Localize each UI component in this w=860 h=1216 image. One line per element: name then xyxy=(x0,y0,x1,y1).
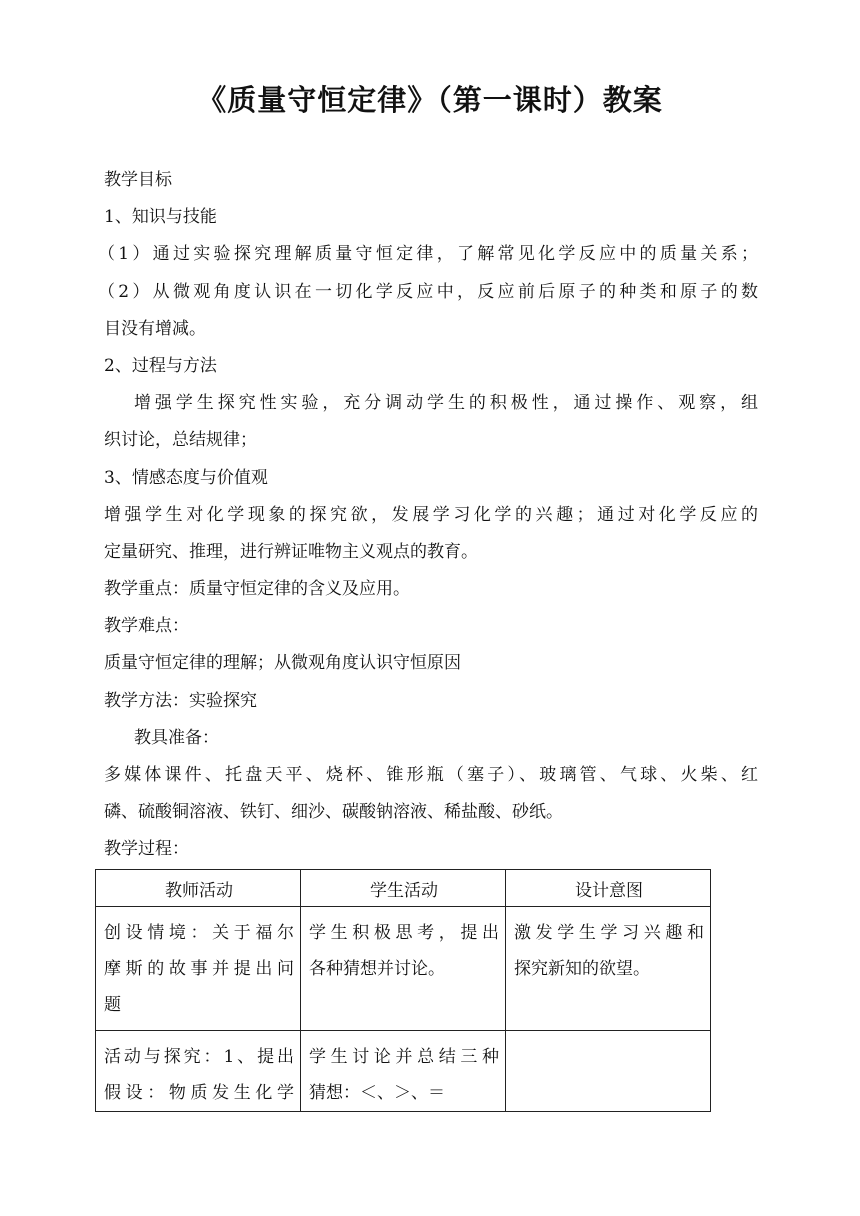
section-heading-objectives: 教学目标 xyxy=(104,170,172,190)
teaching-aids-list: 多媒体课件、托盘天平、烧杯、锥形瓶（塞子）、玻璃管、气球、火柴、红 xyxy=(104,765,758,785)
cell-line: 活动与探究：1、提出 xyxy=(104,1047,294,1067)
teaching-process-label: 教学过程： xyxy=(104,839,189,860)
teaching-key-point: 教学重点：质量守恒定律的含义及应用。 xyxy=(104,579,410,600)
cell-line: 各种猜想并讨论。 xyxy=(309,959,445,979)
table-row xyxy=(96,907,711,1031)
teacher-activity-cell xyxy=(96,907,301,1031)
teaching-aids-label: 教具准备： xyxy=(134,727,219,748)
attitude-values-text-cont: 定量研究、推理，进行辨证唯物主义观点的教育。 xyxy=(104,541,478,562)
cell-line: 猜想：＜、＞、＝ xyxy=(309,1083,445,1103)
header-student-activity: 学生活动 xyxy=(301,870,506,907)
cell-line: 学生讨论并总结三种 xyxy=(309,1047,499,1067)
cell-line: 摩斯的故事并提出问 xyxy=(104,959,294,979)
teaching-process-table xyxy=(95,869,711,1112)
objective-item-2-cont: 目没有增减。 xyxy=(104,318,206,339)
teaching-difficulty-text: 质量守恒定律的理解；从微观角度认识守恒原因 xyxy=(104,653,461,674)
cell-line: 激发学生学习兴趣和 xyxy=(514,923,704,943)
teaching-difficulty-label: 教学难点： xyxy=(104,616,189,637)
teaching-aids-list-cont: 磷、硫酸铜溶液、铁钉、细沙、碳酸钠溶液、稀盐酸、砂纸。 xyxy=(104,802,563,823)
teaching-method: 教学方法：实验探究 xyxy=(104,690,257,711)
student-activity-cell xyxy=(301,1031,506,1112)
cell-line: 学生积极思考，提出 xyxy=(309,923,499,943)
design-intent-cell xyxy=(506,907,711,1031)
document-title: 《质量守恒定律》（第一课时）教案 xyxy=(197,83,663,117)
cell-line: 题 xyxy=(104,995,121,1015)
header-teacher-activity: 教师活动 xyxy=(96,870,301,907)
cell-line: 创设情境：关于福尔 xyxy=(104,923,294,943)
design-intent-cell xyxy=(506,1031,711,1112)
objective-item-1: （1）通过实验探究理解质量守恒定律，了解常见化学反应中的质量关系； xyxy=(98,244,758,265)
subheading-process-method: 2、过程与方法 xyxy=(104,355,217,376)
subheading-knowledge-skills: 1、知识与技能 xyxy=(104,207,217,228)
cell-line: 假设：物质发生化学 xyxy=(104,1083,294,1103)
subheading-attitude-values: 3、情感态度与价值观 xyxy=(104,467,268,488)
process-method-text-cont: 织讨论，总结规律； xyxy=(104,430,257,451)
cell-line: 探究新知的欲望。 xyxy=(514,959,650,979)
objective-item-2: （2）从微观角度认识在一切化学反应中，反应前后原子的种类和原子的数 xyxy=(98,281,758,302)
table-header-row xyxy=(96,870,711,907)
process-method-text: 增强学生探究性实验，充分调动学生的积极性，通过操作、观察，组 xyxy=(134,393,758,414)
header-design-intent: 设计意图 xyxy=(506,870,711,907)
attitude-values-text: 增强学生对化学现象的探究欲，发展学习化学的兴趣；通过对化学反应的 xyxy=(104,504,758,525)
table-row xyxy=(96,1031,711,1112)
student-activity-cell xyxy=(301,907,506,1031)
document-body xyxy=(98,162,758,869)
teacher-activity-cell xyxy=(96,1031,301,1112)
